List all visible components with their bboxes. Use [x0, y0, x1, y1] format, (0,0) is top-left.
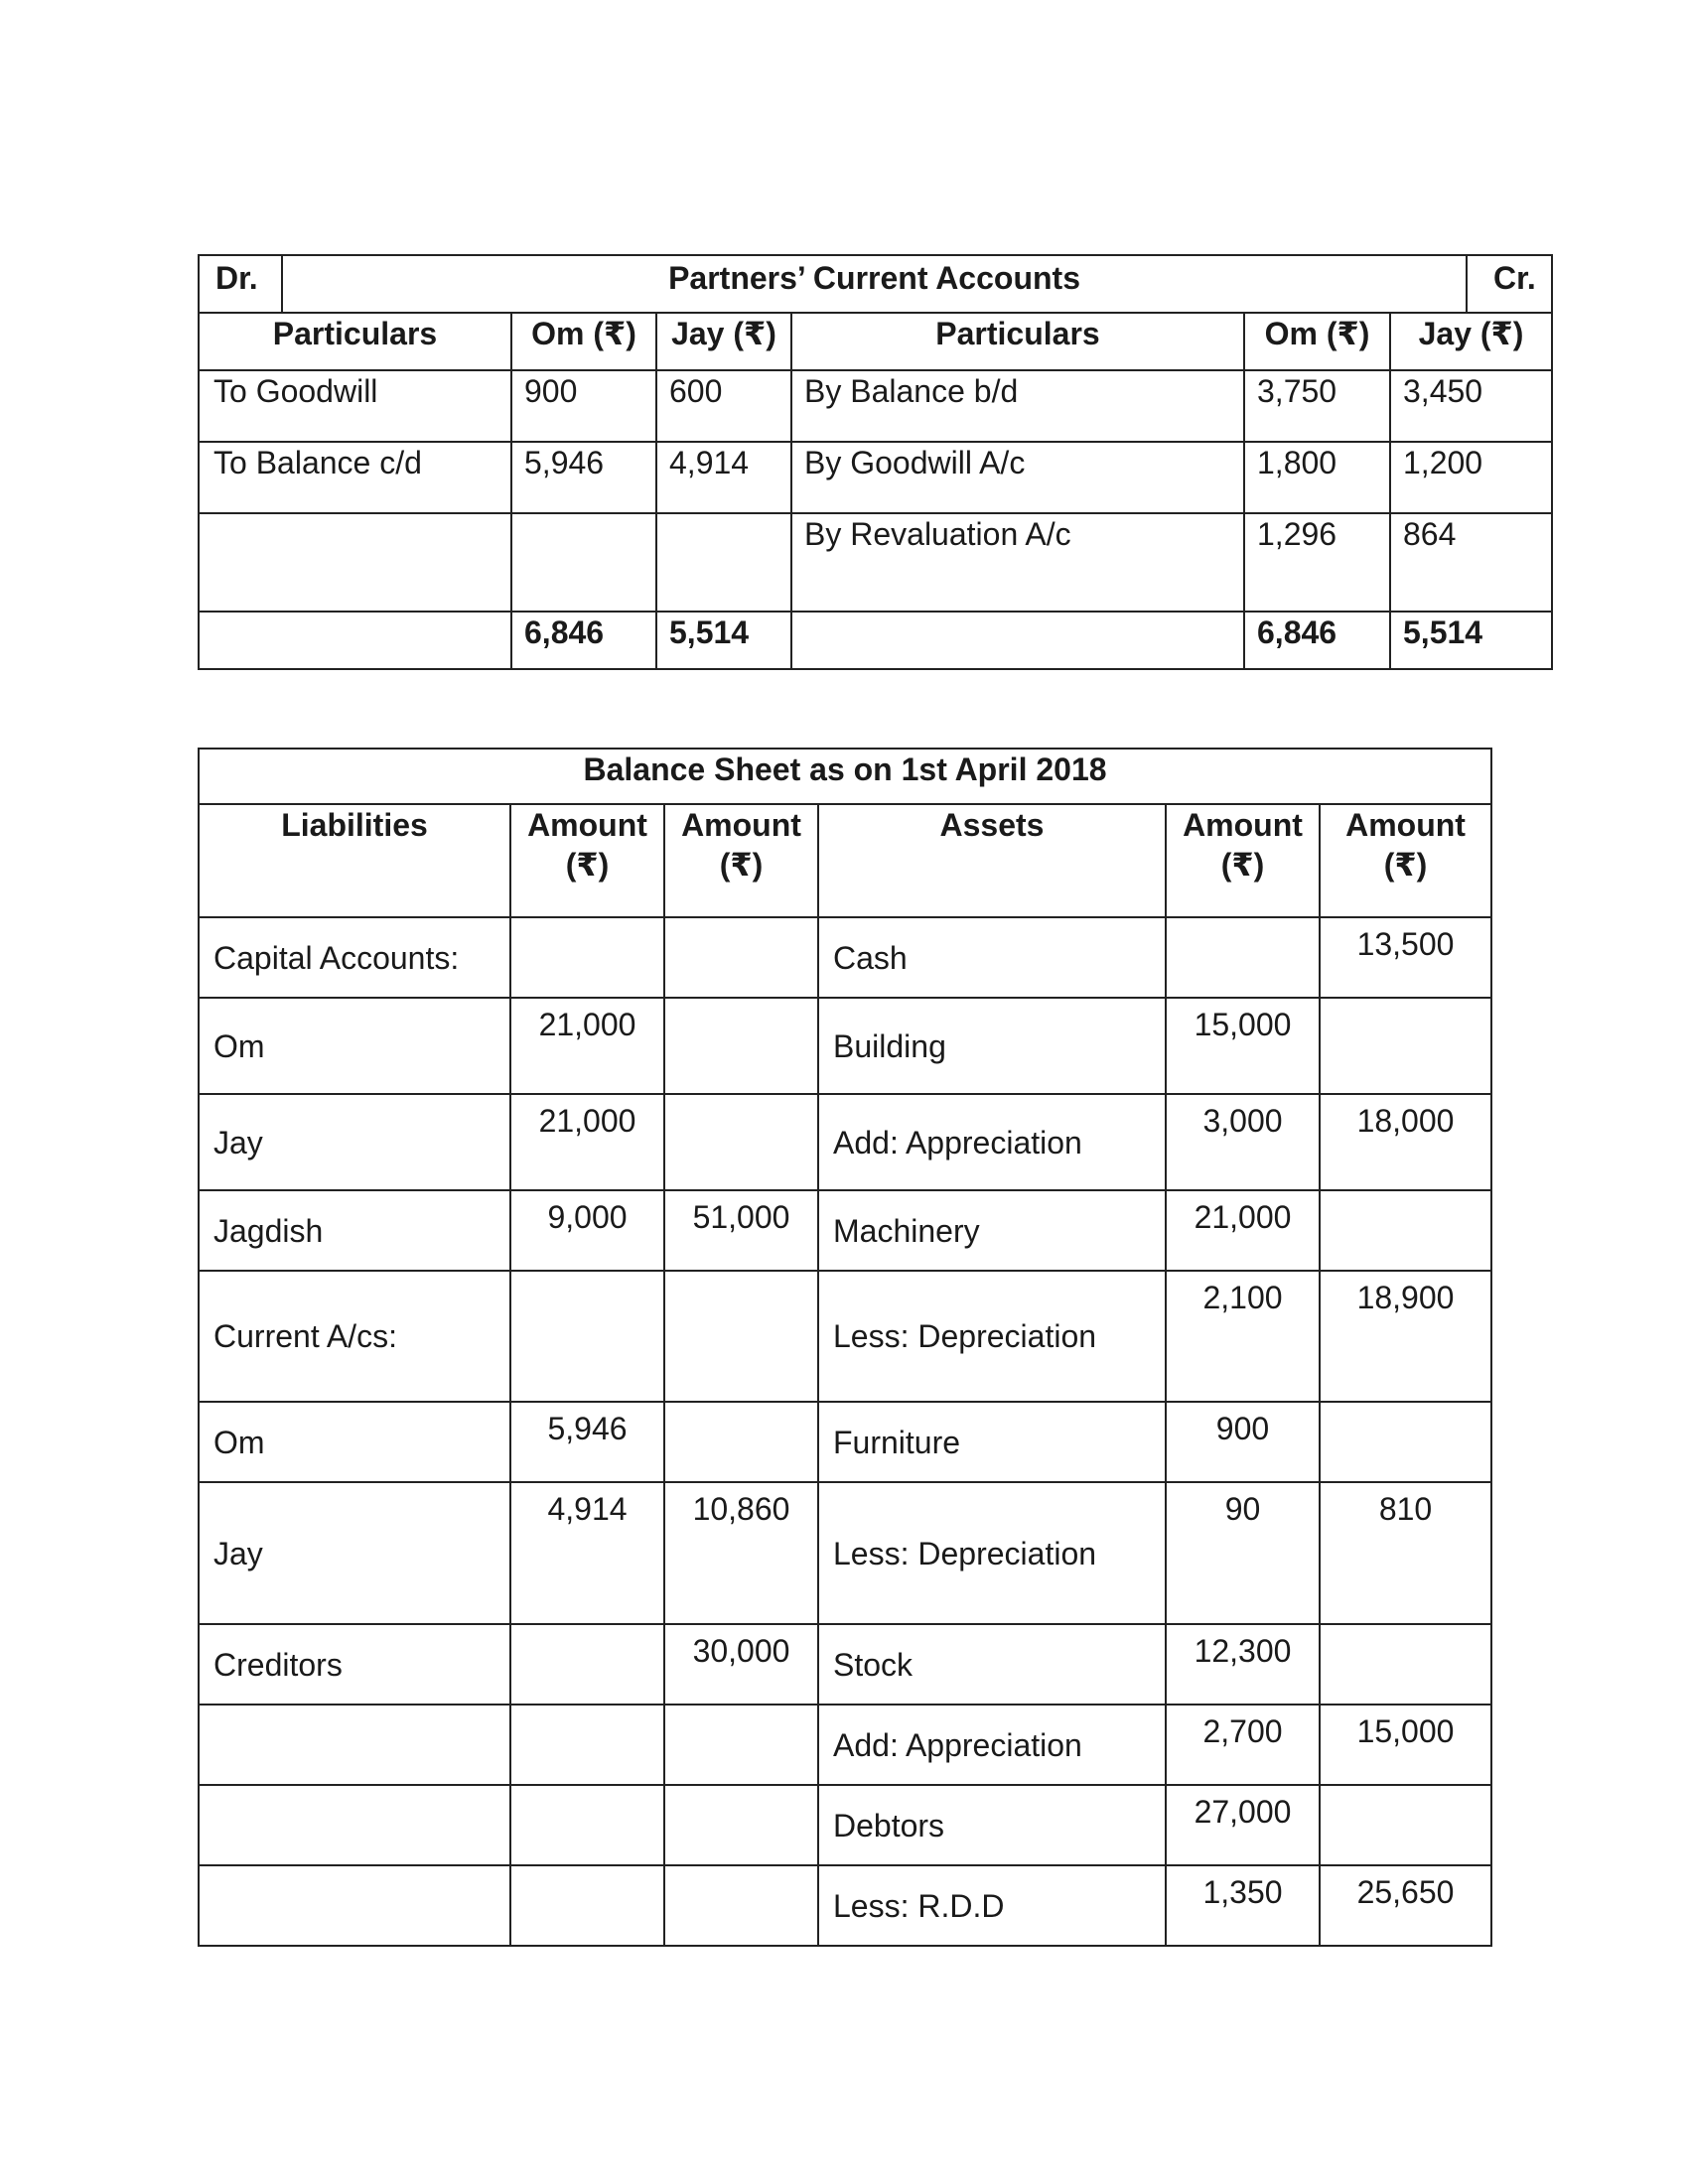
table-cell: Machinery: [818, 1190, 1166, 1271]
table-cell: [664, 1271, 818, 1402]
table-cell: 1,350: [1166, 1865, 1320, 1946]
table-cell: 810: [1320, 1482, 1491, 1624]
table-cell: Building: [818, 998, 1166, 1094]
total-cell: 6,846: [511, 612, 656, 669]
table-cell: [199, 1705, 510, 1785]
table-cell: [510, 917, 664, 998]
total-cell: [199, 612, 511, 669]
title-row: [199, 255, 1552, 313]
table-cell: To Goodwill: [199, 370, 511, 442]
table-cell: By Balance b/d: [791, 370, 1244, 442]
table-cell: [664, 998, 818, 1094]
header-cell: Om (₹): [1244, 313, 1390, 370]
table-cell: 51,000: [664, 1190, 818, 1271]
header-cell: Jay (₹): [656, 313, 791, 370]
table-cell: Current A/cs:: [199, 1271, 510, 1402]
table-cell: Furniture: [818, 1402, 1166, 1482]
table-cell: [1166, 917, 1320, 998]
table-cell: 3,450: [1390, 370, 1552, 442]
table-cell: Add: Appreciation: [818, 1705, 1166, 1785]
table-cell: 864: [1390, 513, 1552, 612]
table-cell: [510, 1624, 664, 1705]
table-cell: 3,000: [1166, 1094, 1320, 1190]
table-cell: 13,500: [1320, 917, 1491, 998]
table-cell: 4,914: [656, 442, 791, 513]
table-cell: [1320, 998, 1491, 1094]
table-row: [199, 1402, 1491, 1482]
table-cell: 27,000: [1166, 1785, 1320, 1865]
total-cell: 5,514: [656, 612, 791, 669]
table-cell: [1320, 1785, 1491, 1865]
table-cell: 12,300: [1166, 1624, 1320, 1705]
table-cell: Creditors: [199, 1624, 510, 1705]
balance-sheet-table: [198, 748, 1492, 1947]
table-cell: Om: [199, 1402, 510, 1482]
current-accounts-table: [198, 254, 1553, 670]
table-row: [199, 370, 1552, 442]
table-cell: 21,000: [1166, 1190, 1320, 1271]
table-cell: [1320, 1190, 1491, 1271]
table-cell: Om: [199, 998, 510, 1094]
table-cell: 15,000: [1320, 1705, 1491, 1785]
balance-sheet-body: [199, 917, 1491, 1946]
table-cell: [664, 1785, 818, 1865]
table-cell: Jagdish: [199, 1190, 510, 1271]
table-row: [199, 1624, 1491, 1705]
table-cell: To Balance c/d: [199, 442, 511, 513]
table-row: [199, 998, 1491, 1094]
total-cell: [791, 612, 1244, 669]
header-amount: Amount (₹): [664, 804, 818, 917]
table-cell: 18,000: [1320, 1094, 1491, 1190]
table-cell: 4,914: [510, 1482, 664, 1624]
table-cell: Add: Appreciation: [818, 1094, 1166, 1190]
table-cell: 25,650: [1320, 1865, 1491, 1946]
table-cell: 600: [656, 370, 791, 442]
table-row: [199, 1865, 1491, 1946]
table-cell: 900: [511, 370, 656, 442]
header-row: [199, 313, 1552, 370]
table-cell: [664, 1094, 818, 1190]
table-cell: 2,100: [1166, 1271, 1320, 1402]
table-row: [199, 1190, 1491, 1271]
table-cell: 5,946: [511, 442, 656, 513]
current-accounts-title: Partners’ Current Accounts: [668, 260, 1080, 296]
table-cell: Capital Accounts:: [199, 917, 510, 998]
table-row: [199, 1271, 1491, 1402]
table-cell: Less: Depreciation: [818, 1482, 1166, 1624]
table-cell: 1,800: [1244, 442, 1390, 513]
table-cell: [664, 1705, 818, 1785]
table-row: [199, 1785, 1491, 1865]
table-cell: [510, 1785, 664, 1865]
table-cell: 10,860: [664, 1482, 818, 1624]
table-cell: 21,000: [510, 998, 664, 1094]
table-cell: Stock: [818, 1624, 1166, 1705]
table-cell: Jay: [199, 1482, 510, 1624]
table-cell: Jay: [199, 1094, 510, 1190]
table-cell: [1320, 1624, 1491, 1705]
table-cell: Less: R.D.D: [818, 1865, 1166, 1946]
table-cell: 21,000: [510, 1094, 664, 1190]
dr-label: Dr.: [200, 256, 283, 312]
table-cell: Cash: [818, 917, 1166, 998]
table-row: [199, 442, 1552, 513]
table-cell: 9,000: [510, 1190, 664, 1271]
table-cell: [510, 1271, 664, 1402]
total-cell: 6,846: [1244, 612, 1390, 669]
table-cell: 18,900: [1320, 1271, 1491, 1402]
header-cell: Om (₹): [511, 313, 656, 370]
table-cell: [510, 1705, 664, 1785]
header-cell: Particulars: [791, 313, 1244, 370]
table-row: [199, 513, 1552, 612]
table-cell: [199, 1865, 510, 1946]
header-row: [199, 804, 1491, 917]
header-amount: Amount (₹): [1320, 804, 1491, 917]
table-row: [199, 1094, 1491, 1190]
totals-row: [199, 612, 1552, 669]
table-cell: [199, 513, 511, 612]
title-row: [199, 749, 1491, 804]
table-cell: 2,700: [1166, 1705, 1320, 1785]
header-amount: Amount (₹): [510, 804, 664, 917]
header-amount: Amount (₹): [1166, 804, 1320, 917]
table-cell: [664, 1402, 818, 1482]
table-cell: By Goodwill A/c: [791, 442, 1244, 513]
table-cell: Debtors: [818, 1785, 1166, 1865]
table-cell: 90: [1166, 1482, 1320, 1624]
table-row: [199, 917, 1491, 998]
table-cell: 5,946: [510, 1402, 664, 1482]
table-cell: [656, 513, 791, 612]
table-cell: 3,750: [1244, 370, 1390, 442]
table-cell: [1320, 1402, 1491, 1482]
table-cell: [664, 917, 818, 998]
table-cell: 15,000: [1166, 998, 1320, 1094]
header-cell: Jay (₹): [1390, 313, 1552, 370]
total-cell: 5,514: [1390, 612, 1552, 669]
table-cell: 1,296: [1244, 513, 1390, 612]
balance-sheet-title: Balance Sheet as on 1st April 2018: [199, 749, 1491, 804]
table-cell: [199, 1785, 510, 1865]
table-cell: 1,200: [1390, 442, 1552, 513]
table-row: [199, 1482, 1491, 1624]
header-cell: Particulars: [199, 313, 511, 370]
table-row: [199, 1705, 1491, 1785]
cr-label: Cr.: [1466, 256, 1551, 312]
table-cell: 30,000: [664, 1624, 818, 1705]
table-cell: [664, 1865, 818, 1946]
header-liabilities: Liabilities: [199, 804, 510, 917]
table-cell: [510, 1865, 664, 1946]
table-cell: By Revaluation A/c: [791, 513, 1244, 612]
table-cell: Less: Depreciation: [818, 1271, 1166, 1402]
header-assets: Assets: [818, 804, 1166, 917]
table-cell: 900: [1166, 1402, 1320, 1482]
table-cell: [511, 513, 656, 612]
